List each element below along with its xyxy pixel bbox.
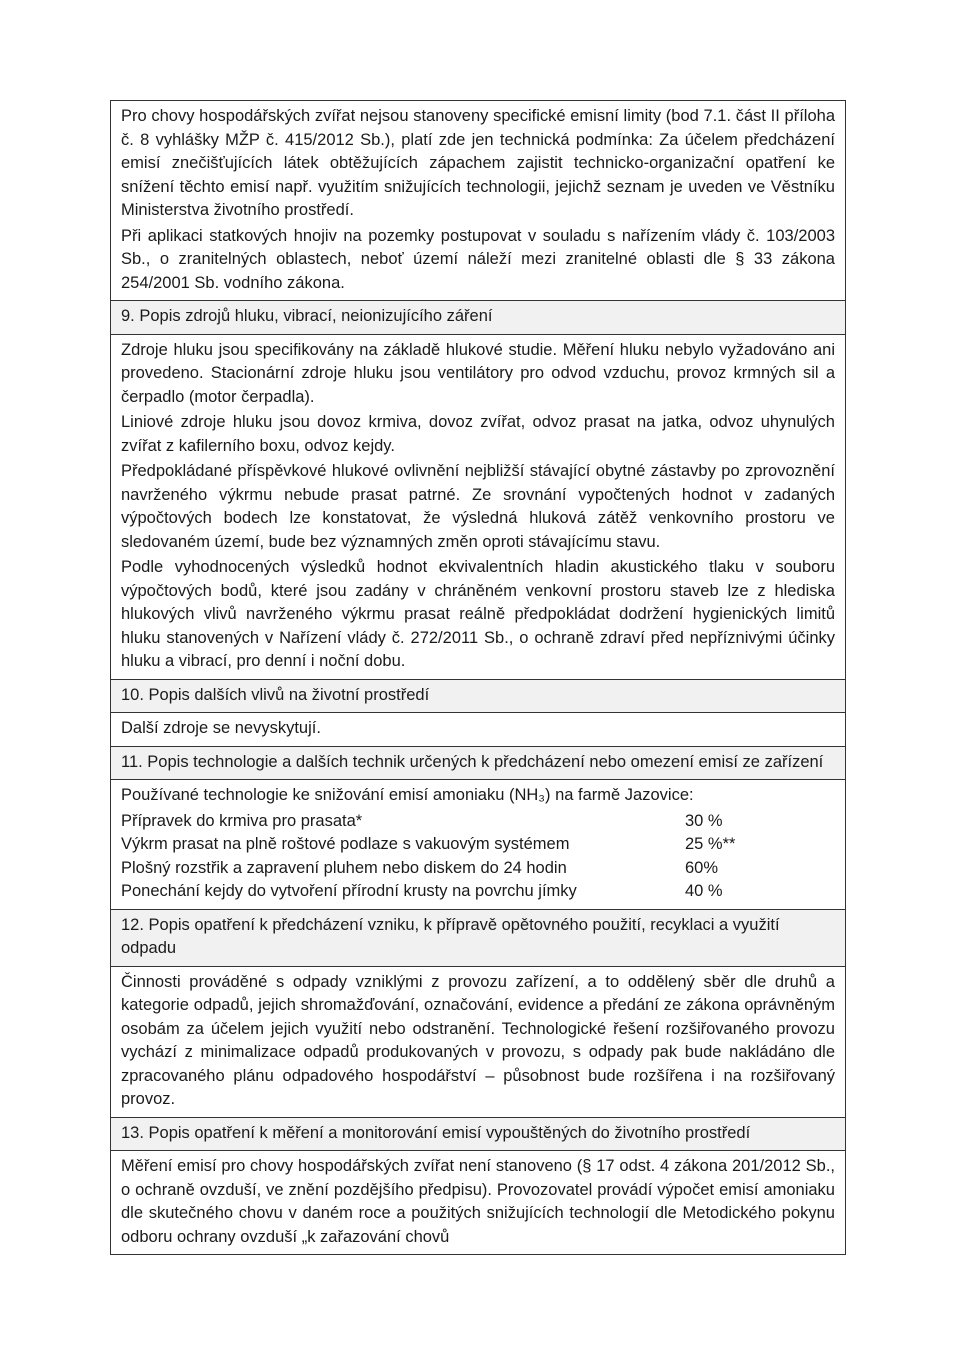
technology-item bbox=[121, 880, 835, 904]
section-13-body bbox=[111, 1151, 845, 1254]
technology-label: Ponechání kejdy do vytvoření přírodní krusty na povrchu jímky bbox=[121, 882, 577, 900]
technology-value: 60% bbox=[685, 858, 719, 877]
section-11-header bbox=[111, 747, 845, 781]
technology-list bbox=[121, 810, 835, 904]
technology-item bbox=[121, 857, 835, 881]
section-heading: 13. Popis opatření k měření a monitorování emisí vypouštěných do životního prostředí bbox=[121, 1123, 751, 1142]
section-paragraph: Zdroje hluku jsou specifikovány na základě hlukové studie. Měření hluku nebylo vyžadováno ani provedeno. Stacionární zdroje hluku jsou ventilátory pro odvod vzduchu, provoz krmných sil a čerpadlo (motor čerpadla). bbox=[121, 340, 835, 406]
form-table bbox=[110, 100, 846, 1255]
intro-paragraph: Při aplikaci statkových hnojiv na pozemky postupovat v souladu s nařízením vlády č. 103/2003 Sb., o zranitelných oblastech, neboť území náleží mezi zranitelné oblasti dle § 33 zákona 254/2001 Sb. vodního zákona. bbox=[121, 226, 835, 292]
section-paragraph: Činnosti prováděné s odpady vzniklými z provozu zařízení, a to oddělený sběr dle druhů a kategorie odpadů, jejich shromažďování, označování, evidence a předání ze zákona oprávněným osobám za účelem jejich využití nebo odstranění. Technologické řešení rozšiřovaného provozu vychází z minimalizace odpadů produkovaných v provozu, s odpady pak bude nakládáno dle zpracovaného plánu odpadového hospodářství – působnost bude rozšířena i na rozšiřovaný provoz. bbox=[121, 972, 835, 1108]
intro-cell bbox=[111, 101, 845, 301]
section-9-header bbox=[111, 301, 845, 335]
section-paragraph: Další zdroje se nevyskytují. bbox=[121, 719, 321, 737]
technology-label: Výkrm prasat na plně roštové podlaze s vakuovým systémem bbox=[121, 835, 570, 853]
technology-item bbox=[121, 833, 835, 857]
section-paragraph: Liniové zdroje hluku jsou dovoz krmiva, dovoz zvířat, odvoz prasat na jatka, odvoz uhynulých zvířat z kafilerního boxu, odvoz kejdy. bbox=[121, 413, 835, 455]
section-paragraph: Měření emisí pro chovy hospodářských zvířat není stanoveno (§ 17 odst. 4 zákona 201/2012 Sb., o ochraně ovzduší, ve znění pozdějšího předpisu). Provozovatel provádí výpočet emisí amoniaku dle skutečného chovu v daném roce a použitých snižujících technologií dle Metodického pokynu odboru ochrany ovzduší „k zařazování chovů bbox=[121, 1157, 835, 1246]
technology-label: Plošný rozstřik a zapravení pluhem nebo diskem do 24 hodin bbox=[121, 858, 567, 877]
section-13-header bbox=[111, 1118, 845, 1152]
section-heading: 10. Popis dalších vlivů na životní prostředí bbox=[121, 685, 430, 704]
section-9-body bbox=[111, 335, 845, 680]
section-heading: 9. Popis zdrojů hluku, vibrací, neionizujícího záření bbox=[121, 307, 493, 325]
technology-value: 40 % bbox=[685, 882, 723, 900]
section-paragraph: Předpokládané příspěvkové hlukové ovlivnění nejbližší stávající obytné zástavby po zprovoznění navrženého výkrmu nebude prasat patrné. Ze srovnání vypočtených hodnot v zadaných výpočtových bodech lze konstatovat, že výsledná hluková zátěž venkovního prostoru ve sledovaném území, bude bez významných změn oproti stávajícímu stavu. bbox=[121, 462, 835, 551]
section-heading: 12. Popis opatření k předcházení vzniku, k přípravě opětovného použití, recyklaci a využití odpadu bbox=[121, 915, 780, 957]
technology-item bbox=[121, 810, 835, 834]
section-paragraph: Podle vyhodnocených výsledků hodnot ekvivalentních hladin akustického tlaku v souboru výpočtových bodů, které jsou zadány v chráněném venkovní prostoru staveb lze z hlediska hlukových vlivů navrženého výkrmu prasat reálně předpokládat dodržení hygienických limitů hluku stanovených v Nařízení vlády č. 272/2011 Sb., o ochraně zdraví před nepříznivými účinky hluku a vibrací, pro denní i noční dobu. bbox=[121, 558, 835, 670]
section-heading: 11. Popis technologie a dalších technik určených k předcházení nebo omezení emisí ze zařízení bbox=[121, 752, 824, 771]
intro-paragraph: Pro chovy hospodářských zvířat nejsou stanoveny specifické emisní limity (bod 7.1. část II příloha č. 8 vyhlášky MŽP č. 415/2012 Sb.), platí zde jen technická podmínka: Za účelem předcházení emisí znečišťujících látek obtěžujících zápachem zajistit technicko-organizační opatření ke snížení těchto emisí např. využitím snižujících technologii, jejichž seznam je uveden ve Věstníku Ministerstva životního prostředí. bbox=[121, 107, 835, 219]
section-paragraph: Používané technologie ke snižování emisí amoniaku (NH₃) na farmě Jazovice: bbox=[121, 786, 694, 804]
technology-label: Přípravek do krmiva pro prasata* bbox=[121, 811, 363, 830]
section-12-body bbox=[111, 967, 845, 1118]
technology-value: 30 % bbox=[685, 811, 723, 830]
section-10-header bbox=[111, 680, 845, 714]
section-12-header bbox=[111, 910, 845, 967]
section-10-body bbox=[111, 713, 845, 747]
section-11-body bbox=[111, 780, 845, 910]
technology-value: 25 %** bbox=[685, 835, 736, 853]
